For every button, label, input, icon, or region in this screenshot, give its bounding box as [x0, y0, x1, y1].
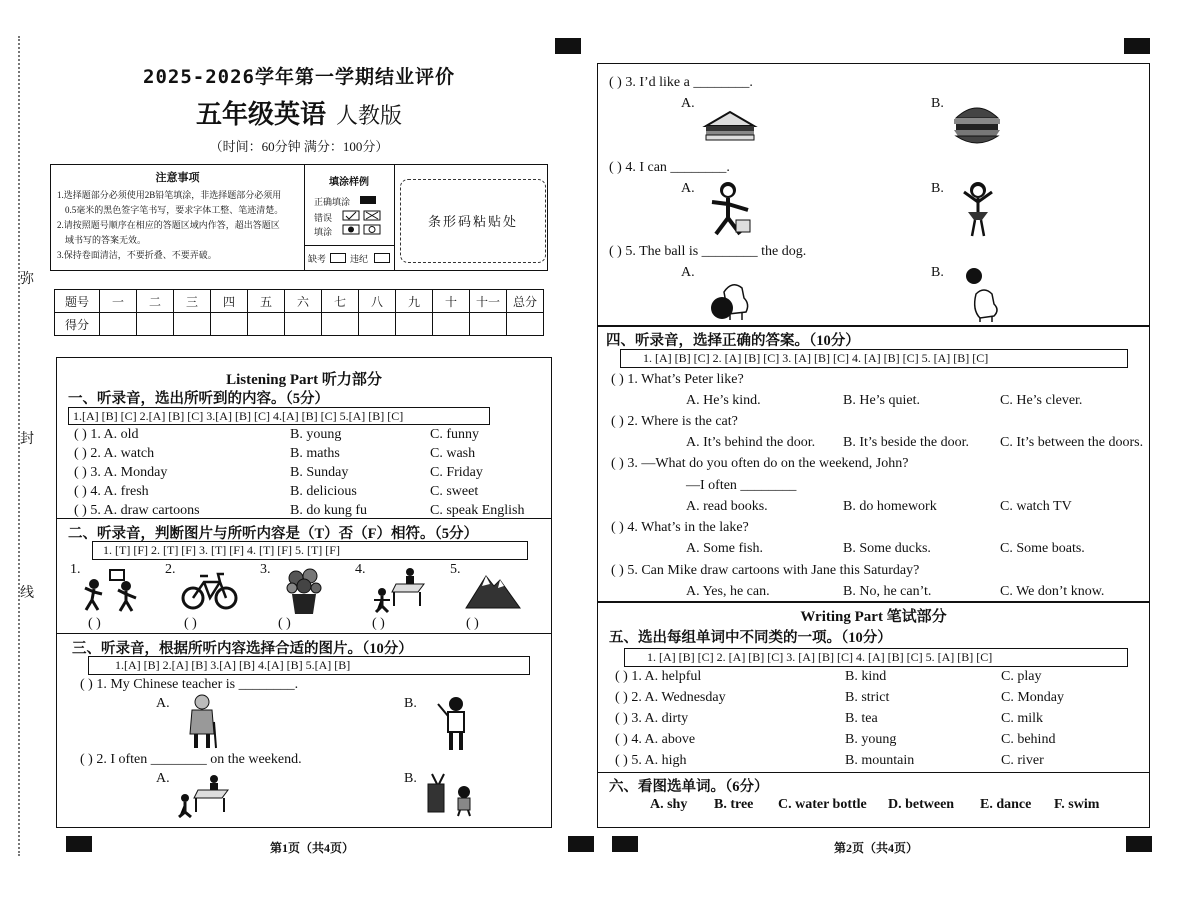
score-header: 三	[174, 290, 211, 313]
margin-char-3: 线	[20, 586, 34, 601]
s4-q5-a: A. Yes, he can.	[686, 584, 770, 599]
s4-q5-b: B. No, he can’t.	[843, 584, 932, 599]
s4-q2-a: A. It’s behind the door.	[686, 435, 816, 450]
s1-q4-c: C. sweet	[430, 484, 479, 499]
score-table	[54, 289, 544, 336]
score-header: 九	[396, 290, 433, 313]
s4-q3-a: A. read books.	[686, 499, 768, 514]
score-cell[interactable]	[470, 313, 507, 336]
s5-q3: ( ) 3. A. dirty	[615, 711, 689, 726]
score-header: 十一	[470, 290, 507, 313]
score-header: 一	[100, 290, 137, 313]
s3-q1-a: A.	[156, 696, 170, 711]
note-line: 1.选择题部分必须使用2B铅笔填涂，非选择题部分必须用	[57, 190, 282, 200]
fill-sample	[304, 165, 395, 270]
flower-pot-icon	[284, 566, 324, 616]
score-header: 七	[322, 290, 359, 313]
subject-text: 五年级英语	[195, 100, 326, 130]
fill-wrong-label-2: 填涂	[314, 227, 333, 237]
page-1-footer: 第1页（共4页）	[270, 841, 355, 855]
s2-paren-3: ( )	[278, 616, 291, 631]
note-line: 2.请按照题号顺序在相应的答题区域内作答，超出答题区	[57, 220, 280, 230]
score-cell[interactable]	[433, 313, 470, 336]
sandwich-icon	[702, 108, 758, 142]
s3-q1-b: B.	[404, 696, 417, 711]
page2-top-panel	[597, 63, 1150, 326]
dancing-girl-icon	[958, 180, 998, 238]
alignment-mark	[555, 38, 581, 54]
s5-q1-c: C. play	[1001, 669, 1042, 684]
s5-q5-c: C. river	[1001, 753, 1044, 768]
section-3-title: 三、听录音，根据所听内容选择合适的图片。（10分）	[72, 641, 413, 657]
note-line: 0.5毫米的黑色签字笔书写，要求字体工整、笔迹清楚。	[65, 205, 284, 215]
s2-paren-1: ( )	[88, 616, 101, 631]
score-cell[interactable]	[396, 313, 433, 336]
s4-q4-c: C. Some boats.	[1000, 541, 1085, 556]
s4-q2-c: C. It’s between the doors.	[1000, 435, 1144, 450]
score-cell[interactable]	[248, 313, 285, 336]
s2-num-3: 3.	[260, 562, 271, 577]
note-line: 3.保持卷面清洁，不要折叠、不要弄破。	[57, 250, 217, 260]
fill-correct-mark	[360, 196, 376, 204]
edition-text: 人教版	[336, 104, 403, 129]
fill-correct-label: 正确填涂	[314, 197, 351, 207]
s1-q4-b: B. delicious	[290, 484, 357, 499]
mountain-icon	[464, 570, 522, 610]
ball-above-dog-icon	[962, 266, 1006, 322]
score-header: 六	[285, 290, 322, 313]
s1-q2-b: B. maths	[290, 446, 340, 461]
s4-q5: ( ) 5. Can Mike draw cartoons with Jane this Saturday?	[611, 563, 920, 578]
s1-q1-c: C. funny	[430, 427, 479, 442]
s1-q1-b: B. young	[290, 427, 342, 442]
exam-subject	[0, 94, 598, 131]
s2-paren-2: ( )	[184, 616, 197, 631]
section-4-title: 四、听录音，选择正确的答案。（10分）	[606, 333, 860, 349]
s2-num-1: 1.	[70, 562, 81, 577]
score-header: 二	[137, 290, 174, 313]
section-2-title: 二、听录音，判断图片与所听内容是（T）否（F）相符。（5分）	[68, 526, 479, 542]
absent-box	[330, 253, 346, 263]
section-2-answer-box[interactable]: 1. [T] [F] 2. [T] [F] 3. [T] [F] 4. [T] [F] 5. [T] [F]	[92, 541, 528, 560]
section-5-title: 五、选出每组单词中不同类的一项。（10分）	[609, 630, 892, 646]
s5-q5: ( ) 5. A. high	[615, 753, 687, 768]
alignment-mark	[1124, 38, 1150, 54]
s1-q2-c: C. wash	[430, 446, 476, 461]
wrong-fill-marks-icon	[340, 209, 390, 239]
s4-q3-b: B. do homework	[843, 499, 937, 514]
s5-q4: ( ) 4. A. above	[615, 732, 696, 747]
s4-q3-blank: —I often ________	[686, 478, 797, 493]
section-5-answer-box[interactable]: 1. [A] [B] [C] 2. [A] [B] [C] 3. [A] [B] [C] 4. [A] [B] [C] 5. [A] [B] [C]	[624, 648, 1128, 667]
s3-q2-b: B.	[404, 771, 417, 786]
notes-panel	[50, 164, 548, 271]
violation-box	[374, 253, 390, 263]
score-cell[interactable]	[359, 313, 396, 336]
kids-playing-icon	[82, 568, 142, 614]
s4-q1-c: C. He’s clever.	[1000, 393, 1083, 408]
s5-q4-c: C. behind	[1001, 732, 1056, 747]
s1-q3-b: B. Sunday	[290, 465, 349, 480]
s3-q3-a: A.	[681, 96, 695, 111]
s3-q2-a: A.	[156, 771, 170, 786]
score-header: 总分	[507, 290, 544, 313]
s3-q2: ( ) 2. I often ________ on the weekend.	[80, 752, 302, 767]
s3-q3: ( ) 3. I’d like a ________.	[609, 75, 753, 90]
hamburger-icon	[952, 98, 1002, 148]
old-man-icon	[186, 694, 220, 750]
s4-q4-b: B. Some ducks.	[843, 541, 931, 556]
s4-q1-a: A. He’s kind.	[686, 393, 761, 408]
score-cell[interactable]	[285, 313, 322, 336]
section-1-answer-box[interactable]: 1.[A] [B] [C] 2.[A] [B] [C] 3.[A] [B] [C] 4.[A] [B] [C] 5.[A] [B] [C]	[68, 407, 490, 425]
s4-q4-a: A. Some fish.	[686, 541, 763, 556]
divider	[597, 772, 1150, 773]
s4-q5-c: C. We don’t know.	[1000, 584, 1105, 599]
bicycle-icon	[182, 570, 238, 612]
s5-q1: ( ) 1. A. helpful	[615, 669, 702, 684]
s4-q1: ( ) 1. What’s Peter like?	[611, 372, 744, 387]
s5-q4-b: B. young	[845, 732, 897, 747]
note-line: 域书写的答案无效。	[65, 235, 147, 245]
score-cell[interactable]	[211, 313, 248, 336]
barcode-area: 条形码粘贴处	[400, 179, 546, 263]
s4-q1-b: B. He’s quiet.	[843, 393, 920, 408]
score-header: 十	[433, 290, 470, 313]
s3-q5: ( ) 5. The ball is ________ the dog.	[609, 244, 807, 259]
score-header: 四	[211, 290, 248, 313]
s2-num-4: 4.	[355, 562, 366, 577]
s6-word-a: A. shy	[650, 797, 688, 812]
s2-num-5: 5.	[450, 562, 461, 577]
margin-char-1: 弥	[20, 272, 34, 287]
s4-q2: ( ) 2. Where is the cat?	[611, 414, 738, 429]
s6-word-e: E. dance	[980, 797, 1032, 812]
score-header: 题号	[55, 290, 100, 313]
s2-num-2: 2.	[165, 562, 176, 577]
s3-q3-b: B.	[931, 96, 944, 111]
s2-paren-5: ( )	[466, 616, 479, 631]
alignment-mark	[1126, 836, 1152, 852]
section-3-answer-box[interactable]: 1.[A] [B] 2.[A] [B] 3.[A] [B] 4.[A] [B] 5.[A] [B]	[88, 656, 530, 675]
s3-q5-b: B.	[931, 265, 944, 280]
score-row-label: 得分	[55, 313, 100, 336]
score-cell[interactable]	[322, 313, 359, 336]
s1-q5-b: B. do kung fu	[290, 503, 367, 518]
s1-q1: ( ) 1. A. old	[74, 427, 139, 442]
s5-q5-b: B. mountain	[845, 753, 915, 768]
s5-q2: ( ) 2. A. Wednesday	[615, 690, 726, 705]
alignment-mark	[612, 836, 638, 852]
s6-word-b: B. tree	[714, 797, 754, 812]
page-2-footer: 第2页（共4页）	[834, 841, 919, 855]
s1-q5-c: C. speak English	[430, 503, 525, 518]
s5-q3-b: B. tea	[845, 711, 878, 726]
s5-q3-c: C. milk	[1001, 711, 1044, 726]
s1-q3-c: C. Friday	[430, 465, 483, 480]
divider	[597, 601, 1150, 603]
student-at-desk-icon	[372, 566, 428, 614]
fill-divider	[304, 245, 394, 246]
student-homework-icon	[176, 774, 232, 818]
exam-title: 2025-2026学年第一学期结业评价	[143, 66, 455, 88]
s3-q4-b: B.	[931, 181, 944, 196]
s3-q1: ( ) 1. My Chinese teacher is ________.	[80, 677, 299, 692]
s6-word-f: F. swim	[1054, 797, 1100, 812]
watch-tv-icon	[424, 772, 476, 818]
score-header: 八	[359, 290, 396, 313]
score-cell[interactable]	[174, 313, 211, 336]
s3-q4: ( ) 4. I can ________.	[609, 160, 730, 175]
score-cell[interactable]	[100, 313, 137, 336]
s6-word-d: D. between	[888, 797, 955, 812]
s4-q3-c: C. watch TV	[1000, 499, 1072, 514]
s4-q3: ( ) 3. —What do you often do on the weekend, John?	[611, 456, 909, 471]
margin-char-2: 封	[20, 432, 34, 447]
s1-q2: ( ) 2. A. watch	[74, 446, 155, 461]
listening-title: Listening Part 听力部分	[226, 372, 382, 388]
s4-q4: ( ) 4. What’s in the lake?	[611, 520, 749, 535]
alignment-mark	[66, 836, 92, 852]
s5-q2-c: C. Monday	[1001, 690, 1064, 705]
notes-heading: 注意事项	[155, 172, 200, 184]
exam-time: （时间：60分钟 满分：100分）	[209, 139, 389, 154]
s5-q2-b: B. strict	[845, 690, 890, 705]
s3-q4-a: A.	[681, 181, 695, 196]
section-4-answer-box[interactable]: 1. [A] [B] [C] 2. [A] [B] [C] 3. [A] [B] [C] 4. [A] [B] [C] 5. [A] [B] [C]	[620, 349, 1128, 368]
s5-q1-b: B. kind	[845, 669, 887, 684]
alignment-mark	[568, 836, 594, 852]
s3-q5-a: A.	[681, 265, 695, 280]
section-1-title: 一、听录音，选出所听到的内容。（5分）	[68, 391, 329, 407]
s1-q4: ( ) 4. A. fresh	[74, 484, 149, 499]
ball-behind-dog-icon	[706, 276, 756, 322]
s2-paren-4: ( )	[372, 616, 385, 631]
teacher-icon	[436, 696, 472, 752]
s6-word-c: C. water bottle	[778, 797, 867, 812]
fill-wrong-label-1: 错误	[314, 213, 333, 223]
score-header: 五	[248, 290, 285, 313]
notes-column	[51, 165, 305, 270]
writing-title: Writing Part 笔试部分	[800, 609, 947, 625]
absent-label: 缺考	[308, 254, 327, 264]
kung-fu-kid-icon	[708, 180, 758, 238]
section-6-title: 六、看图选单词。（6分）	[609, 779, 769, 795]
score-cell[interactable]	[137, 313, 174, 336]
divider	[56, 633, 552, 634]
violation-label: 违纪	[350, 254, 369, 264]
s4-q2-b: B. It’s beside the door.	[843, 435, 969, 450]
score-cell[interactable]	[507, 313, 544, 336]
fill-heading: 填涂样例	[329, 177, 369, 188]
s1-q5: ( ) 5. A. draw cartoons	[74, 503, 200, 518]
s1-q3: ( ) 3. A. Monday	[74, 465, 168, 480]
